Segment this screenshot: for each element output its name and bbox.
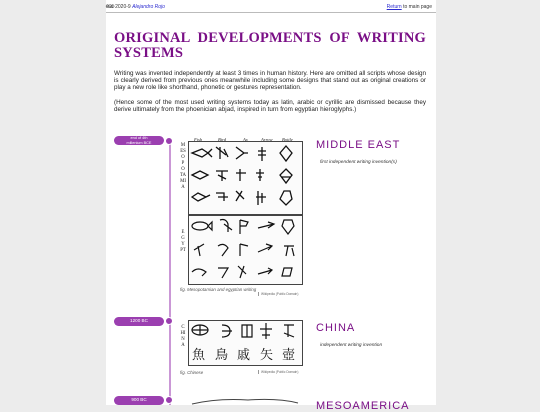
figure-caption-middle-east: fig. Mesopotamian and egyptian writing	[180, 287, 257, 292]
return-suffix: to main page	[403, 4, 432, 10]
figure-credit-china: Wikipedia (Public Domain)	[258, 370, 298, 374]
cuneiform-glyphs	[188, 143, 301, 211]
chinese-glyph-axe: 戚	[237, 348, 251, 363]
author-link[interactable]: Alejandro Rojo	[132, 4, 165, 10]
section-subtitle-middle-east: first independent writing invention(s)	[320, 160, 397, 165]
region-label-mesopotamia: MESOPOTAMIA	[180, 143, 187, 190]
figure-credit-middle-east: Wikipedia (Public Domain)	[258, 292, 298, 296]
column-head-arrow: Arrow	[261, 137, 273, 142]
timeline-dot	[165, 396, 173, 404]
timeline-line	[169, 138, 171, 405]
hieroglyph-glyphs	[188, 216, 301, 282]
intro-paragraph-1: Writing was invented independently at least 3 times in human history. Here are omitted all scripts whose design is clearly derived from previous ones meanwhile including some designs that stand out as original creations or play a new role like shorthand, phonetic or gestures representation.	[114, 70, 426, 91]
section-subtitle-china: independent writing invention	[320, 343, 383, 348]
timeline-dot	[165, 137, 173, 145]
column-head-bird: Bird	[218, 137, 226, 142]
top-bar	[106, 3, 432, 12]
column-head-ax: Ax	[243, 137, 248, 142]
page-title: ORIGINAL DEVELOPMENTS OF WRITING SYSTEMS	[114, 30, 426, 61]
region-label-egypt: EGYPT	[180, 230, 186, 253]
header-divider	[106, 12, 436, 13]
section-heading-mesoamerica: MESOAMERICA	[316, 400, 410, 412]
intro-paragraph-2: (Hence some of the most used writing systems today as latin, arabic or cyrillic are dismissed because they derive ultimately from the phoenician abjad, inspired in turn from egyptian hieroglyphs.)	[114, 99, 426, 113]
timeline-dot	[165, 317, 173, 325]
column-head-bottle: Bottle	[282, 137, 293, 142]
return-link[interactable]: Return	[386, 4, 402, 10]
section-heading-china: CHINA	[316, 322, 356, 334]
date-line-1: end of 4th	[130, 136, 148, 141]
region-label-china: CHINA	[180, 325, 186, 348]
date-line-2: millenium BCE	[126, 140, 152, 145]
chinese-glyph-bottle: 壺	[282, 348, 296, 363]
section-heading-middle-east: MIDDLE EAST	[316, 139, 401, 151]
chinese-glyph-arrow: 矢	[260, 348, 274, 363]
creative-commons-icon: 🅭🅯🄏	[106, 4, 114, 10]
date-badge-middle-east	[114, 136, 164, 145]
date-badge-mesoamerica: 900 BC	[114, 396, 164, 405]
column-head-fish: Fish	[194, 137, 203, 142]
chinese-glyph-fish: 魚	[192, 348, 206, 363]
oracle-bone-glyphs	[188, 321, 301, 363]
mesoamerica-figure	[188, 398, 301, 405]
date-badge-china: 1200 BC	[114, 317, 164, 326]
figure-caption-china: fig. Chinese	[180, 370, 204, 375]
chinese-glyph-bird: 鳥	[215, 348, 229, 363]
return-nav	[387, 3, 432, 12]
copyright-year: 2020-9	[115, 4, 131, 10]
